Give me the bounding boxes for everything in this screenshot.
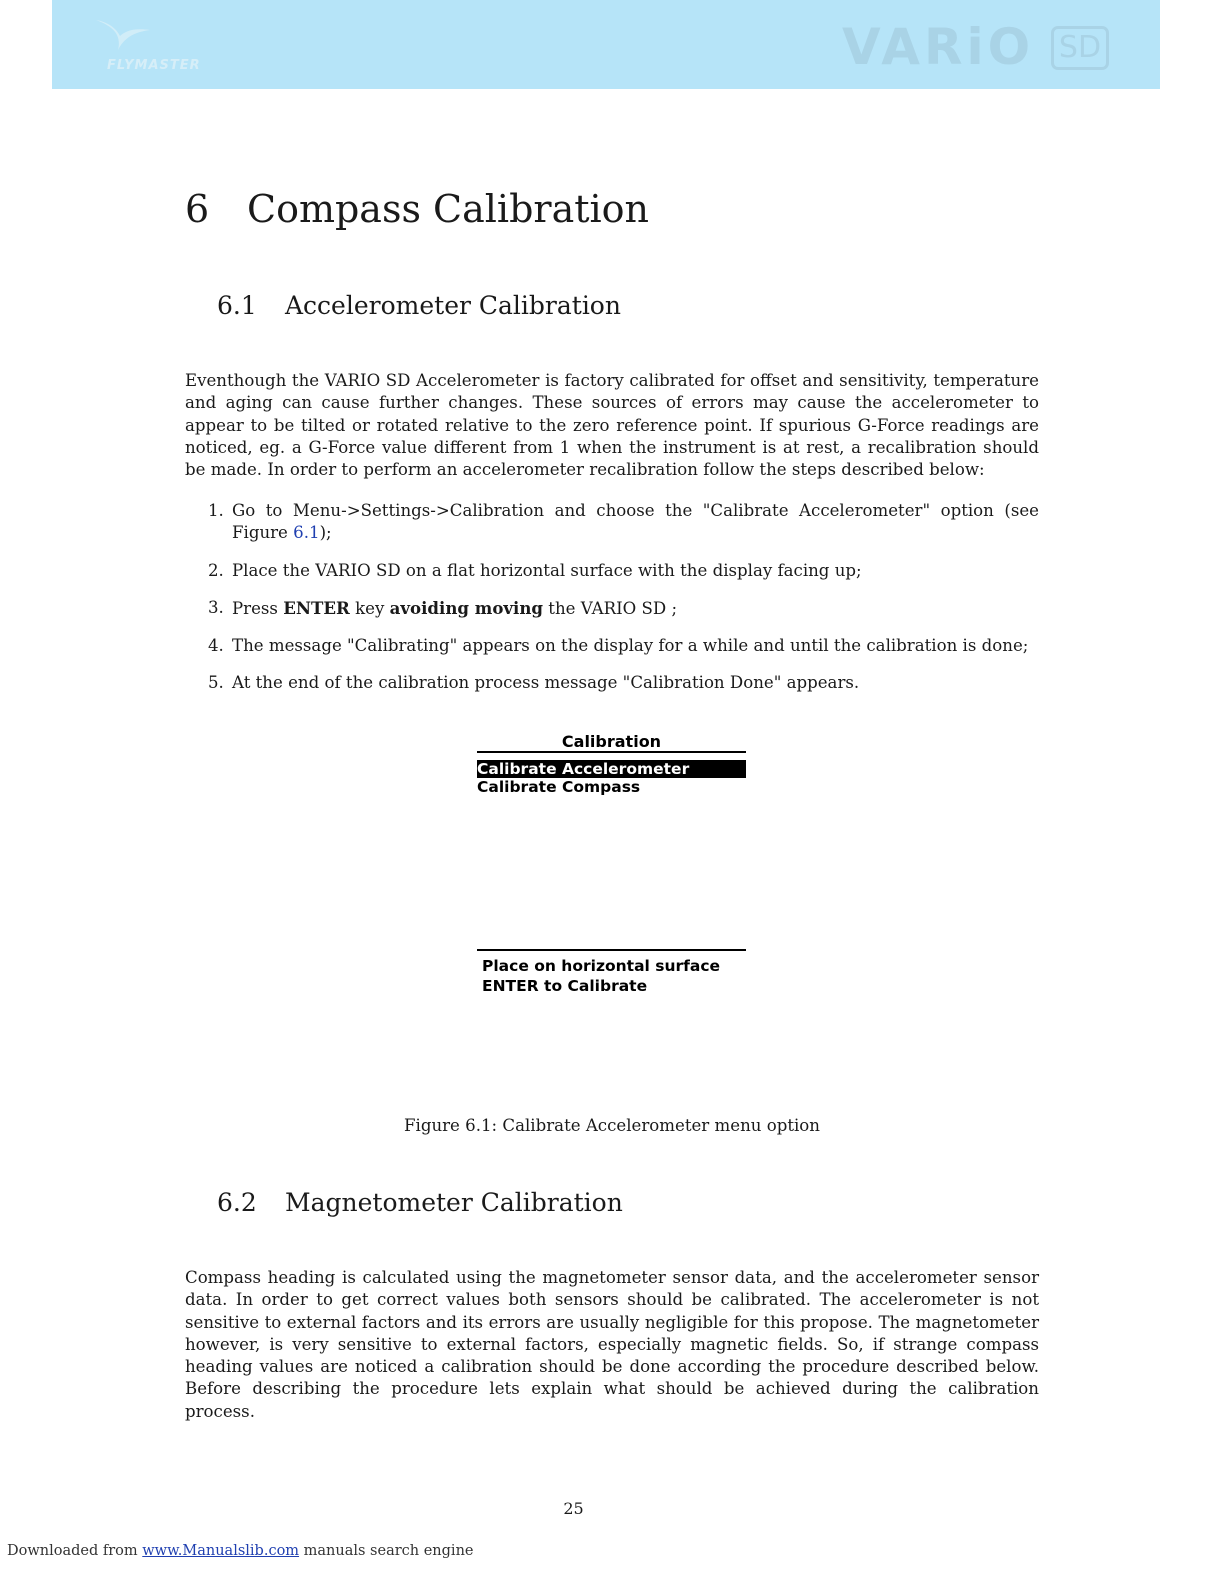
download-footer: Downloaded from www.Manualslib.com manuals search engine bbox=[7, 1543, 474, 1559]
step-item: 1. Go to Menu->Settings->Calibration and choose the "Calibrate Accelerometer" option (see Figure 6.1); bbox=[208, 501, 1039, 543]
section-6-2-paragraph: Compass heading is calculated using the magnetometer sensor data, and the accelerometer sensor data. In order to get correct values both sensors should be calibrated. The accelerometer is not sensitive to external factors and its errors are usually negligible for this propose. The magnetometer however, is very sensitive to external factors, especially magnetic fields. So, if strange compass heading values are noticed a calibration should be done according the procedure described below. Before describing the procedure lets explain what should be achieved during the calibration process. bbox=[185, 1268, 1039, 1421]
menu-item-calibrate-accelerometer[interactable]: Calibrate Accelerometer bbox=[477, 760, 746, 778]
manualslib-link[interactable]: www.Manualslib.com bbox=[142, 1543, 300, 1559]
section-6-1-number: 6.1 bbox=[217, 291, 257, 320]
section-6-1-heading bbox=[217, 290, 621, 322]
section-6-2-number: 6.2 bbox=[217, 1188, 257, 1217]
section-6-2-heading bbox=[217, 1187, 623, 1219]
section-6-1-paragraph: Eventhough the VARIO SD Accelerometer is factory calibrated for offset and sensitivity, temperature and aging can cause further changes. These sources of errors may cause the accelerometer to appear to be tilted or rotated relative to the zero reference point. If spurious G-Force readings are noticed, eg. a G-Force value different from 1 when the instrument is at rest, a recalibration should be made. In order to perform an accelerometer recalibration follow the steps described below: bbox=[185, 371, 1039, 480]
chapter-title: Compass Calibration bbox=[247, 187, 650, 231]
figure-caption: Figure 6.1: Calibrate Accelerometer menu option bbox=[404, 1116, 820, 1135]
wing-icon bbox=[92, 16, 152, 56]
step-item: 5. At the end of the calibration process message "Calibration Done" appears. bbox=[208, 673, 860, 693]
screen-message-line1: Place on horizontal surface bbox=[482, 957, 721, 975]
calibration-steps-list bbox=[185, 500, 1039, 710]
device-screen-figure bbox=[477, 728, 746, 998]
page-number: 25 bbox=[563, 1499, 584, 1518]
screen-title: Calibration bbox=[561, 732, 662, 751]
vario-sd-badge: SD bbox=[1051, 26, 1109, 70]
menu-item-calibrate-compass[interactable]: Calibrate Compass bbox=[477, 778, 641, 796]
step-item: 2. Place the VARIO SD on a flat horizontal surface with the display facing up; bbox=[208, 560, 862, 580]
screen-divider bbox=[477, 949, 746, 951]
figure-ref-link[interactable]: 6.1 bbox=[293, 523, 320, 543]
brand-left-text: FLYMASTER bbox=[107, 58, 201, 73]
screen-message-line2: ENTER to Calibrate bbox=[482, 977, 648, 995]
chapter-number: 6 bbox=[185, 187, 210, 231]
vario-logo-text: VARiO bbox=[842, 18, 1035, 76]
chapter-heading bbox=[185, 186, 649, 232]
section-6-1-title: Accelerometer Calibration bbox=[285, 291, 621, 320]
flymaster-logo bbox=[52, 14, 212, 76]
step-item: 3. Press ENTER key avoiding moving the VARIO SD ; bbox=[208, 597, 678, 618]
screen-divider bbox=[477, 751, 746, 753]
section-6-2-title: Magnetometer Calibration bbox=[285, 1188, 623, 1217]
step-item: 4. The message "Calibrating" appears on the display for a while and until the calibration is done; bbox=[208, 636, 1029, 656]
